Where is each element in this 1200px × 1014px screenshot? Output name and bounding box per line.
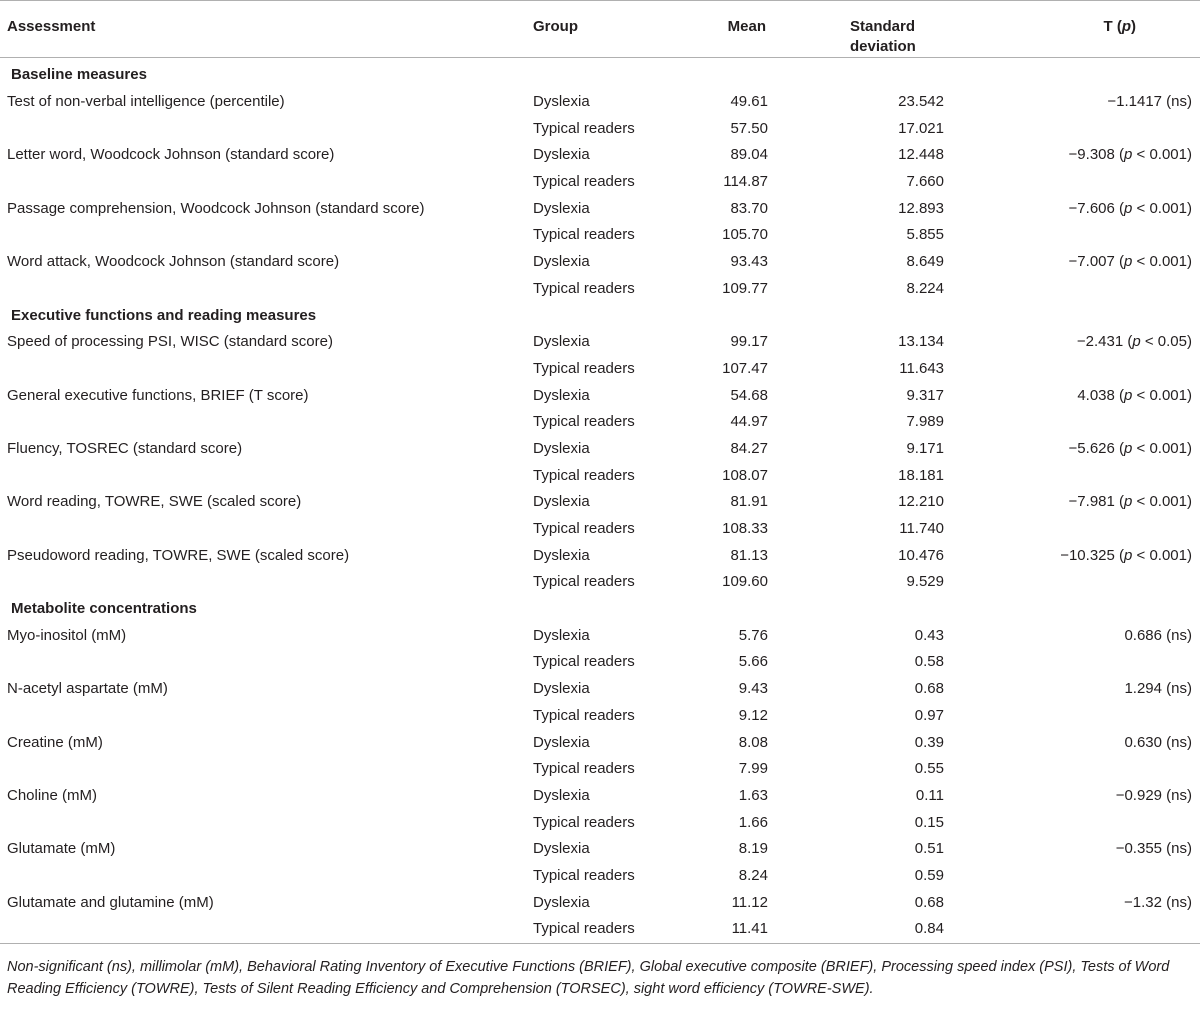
table-row: [0, 195, 1200, 222]
table-footnote: Non-significant (ns), millimolar (mM), Behavioral Rating Inventory of Executive Functions (BRIEF), Global executive composite (BRIEF), Processing speed index (PSI), Tests of Word Reading Efficiency (TOWRE), Tests of Silent Reading Efficiency and Comprehension (TORSEC), sight word efficiency (TOWRE-SWE).: [7, 958, 1170, 997]
cell-mean: 89.04: [730, 146, 768, 164]
cell-t-statistic: 0.630 (ns): [1124, 733, 1192, 751]
table-row: [0, 169, 1200, 196]
cell-standard-deviation: 0.84: [800, 916, 975, 943]
cell-assessment: Letter word, Woodcock Johnson (standard score): [7, 146, 335, 164]
cell-standard-deviation: 0.39: [914, 733, 944, 751]
cell-t-statistic: −0.929 (ns): [1115, 786, 1192, 804]
header-standard-deviation: [800, 1, 975, 58]
section-header-row: [0, 58, 1200, 89]
header-t-suffix: ): [1131, 18, 1136, 35]
cell-group: Dyslexia: [533, 893, 590, 911]
cell-standard-deviation: 13.134: [898, 333, 944, 351]
p-symbol: p: [1124, 146, 1133, 164]
table-row: [0, 889, 1200, 916]
section-title: Executive functions and reading measures: [11, 306, 317, 324]
table-row: [0, 409, 1200, 436]
cell-t-statistic: −7.606 (p < 0.001): [1068, 199, 1192, 217]
cell-standard-deviation: 12.448: [898, 146, 944, 164]
cell-standard-deviation: 0.68: [914, 893, 944, 911]
cell-t-statistic: −7.981 (p < 0.001): [1068, 493, 1192, 511]
cell-group: Typical readers: [533, 813, 635, 831]
cell-assessment: [0, 649, 525, 676]
cell-standard-deviation: 0.51: [914, 840, 944, 858]
cell-assessment: [0, 569, 525, 596]
cell-group: Typical readers: [533, 520, 635, 538]
cell-mean: 84.27: [730, 439, 768, 457]
header-group: Group: [525, 1, 695, 58]
cell-standard-deviation: 9.171: [906, 439, 944, 457]
cell-mean: 108.07: [722, 466, 768, 484]
cell-group: Typical readers: [533, 573, 635, 591]
cell-assessment: Passage comprehension, Woodcock Johnson (standard score): [7, 199, 425, 217]
cell-group: Dyslexia: [533, 93, 590, 111]
cell-group: Typical readers: [533, 173, 635, 191]
section-title: Baseline measures: [11, 66, 147, 84]
cell-t-statistic: [975, 276, 1200, 303]
cell-t-statistic: −9.308 (p < 0.001): [1068, 146, 1192, 164]
cell-t-statistic: [975, 115, 1200, 142]
cell-t-statistic: [975, 222, 1200, 249]
table-row: [0, 809, 1200, 836]
cell-assessment: [0, 516, 525, 543]
cell-t-statistic: [975, 916, 1200, 943]
cell-t-statistic: [975, 703, 1200, 730]
cell-standard-deviation: 18.181: [898, 466, 944, 484]
cell-assessment: Word attack, Woodcock Johnson (standard score): [7, 253, 340, 271]
table-row: [0, 356, 1200, 383]
cell-mean: 7.99: [738, 760, 768, 778]
table-row: [0, 249, 1200, 276]
cell-standard-deviation: 0.11: [915, 786, 944, 804]
cell-t-statistic: [975, 462, 1200, 489]
p-symbol: p: [1132, 333, 1141, 351]
cell-mean: 54.68: [730, 386, 768, 404]
header-t-p: p: [1121, 18, 1131, 35]
cell-t-statistic: −7.007 (p < 0.001): [1068, 253, 1192, 271]
cell-mean: 93.43: [730, 253, 768, 271]
cell-t-statistic: −1.32 (ns): [1124, 893, 1192, 911]
cell-mean: 114.87: [723, 173, 768, 191]
cell-standard-deviation: 11.740: [899, 520, 944, 538]
cell-mean: 8.24: [738, 866, 768, 884]
cell-group: Typical readers: [533, 706, 635, 724]
cell-assessment: [0, 276, 525, 303]
cell-mean: 99.17: [730, 333, 768, 351]
cell-group: Typical readers: [525, 916, 695, 943]
p-symbol: p: [1124, 493, 1133, 511]
cell-assessment: [0, 169, 525, 196]
header-row: [0, 1, 1200, 58]
cell-standard-deviation: 0.43: [914, 626, 944, 644]
cell-group: Dyslexia: [533, 786, 590, 804]
table-row: [0, 729, 1200, 756]
table-row: [0, 622, 1200, 649]
cell-standard-deviation: 9.529: [906, 573, 944, 591]
cell-standard-deviation: 7.989: [906, 413, 944, 431]
cell-standard-deviation: 0.15: [914, 813, 944, 831]
table-row: [0, 649, 1200, 676]
cell-mean: 107.47: [722, 359, 768, 377]
header-mean: Mean: [695, 1, 800, 58]
cell-mean: 9.43: [738, 680, 768, 698]
cell-assessment: [0, 863, 525, 890]
cell-mean: 1.63: [738, 786, 768, 804]
cell-mean: 1.66: [738, 813, 768, 831]
cell-t-statistic: [975, 569, 1200, 596]
cell-assessment: [0, 809, 525, 836]
cell-group: Dyslexia: [533, 386, 590, 404]
cell-group: Dyslexia: [533, 546, 590, 564]
cell-standard-deviation: 10.476: [898, 546, 944, 564]
cell-assessment: [0, 115, 525, 142]
cell-standard-deviation: 23.542: [898, 93, 944, 111]
table-row: [0, 703, 1200, 730]
table-row: [0, 836, 1200, 863]
cell-assessment: [0, 222, 525, 249]
cell-group: Typical readers: [533, 359, 635, 377]
cell-mean: 109.60: [722, 573, 768, 591]
cell-t-statistic: [975, 756, 1200, 783]
cell-standard-deviation: 8.649: [906, 253, 944, 271]
cell-standard-deviation: 9.317: [906, 386, 944, 404]
header-sd-text: Standard deviation: [850, 18, 916, 55]
cell-assessment: N-acetyl aspartate (mM): [7, 680, 168, 698]
cell-assessment: Pseudoword reading, TOWRE, SWE (scaled score): [7, 546, 350, 564]
cell-group: Typical readers: [533, 466, 635, 484]
cell-group: Dyslexia: [533, 146, 590, 164]
header-assessment: Assessment: [0, 1, 525, 58]
table-row: [0, 222, 1200, 249]
section-header-row: [0, 302, 1200, 329]
cell-group: Dyslexia: [533, 253, 590, 271]
cell-mean: 44.97: [730, 413, 768, 431]
cell-mean: 81.91: [730, 493, 768, 511]
cell-group: Typical readers: [533, 413, 635, 431]
cell-group: Dyslexia: [533, 680, 590, 698]
cell-standard-deviation: 12.893: [898, 199, 944, 217]
cell-t-statistic: [975, 649, 1200, 676]
table-row: [0, 89, 1200, 116]
cell-standard-deviation: 0.97: [914, 706, 944, 724]
header-t-statistic: [975, 1, 1200, 58]
cell-t-statistic: 0.686 (ns): [1124, 626, 1192, 644]
table-row: [0, 516, 1200, 543]
cell-mean: 5.76: [738, 626, 768, 644]
cell-group: Typical readers: [533, 226, 635, 244]
cell-group: Typical readers: [533, 760, 635, 778]
cell-group: Typical readers: [533, 119, 635, 137]
cell-mean: 49.61: [730, 93, 768, 111]
cell-t-statistic: −1.1417 (ns): [1107, 93, 1192, 111]
cell-standard-deviation: 0.68: [914, 680, 944, 698]
table-row: [0, 276, 1200, 303]
section-header-row: [0, 596, 1200, 623]
cell-assessment: [0, 916, 525, 943]
table-row: [0, 142, 1200, 169]
table-row: [0, 542, 1200, 569]
cell-group: Typical readers: [533, 653, 635, 671]
cell-standard-deviation: 17.021: [898, 119, 944, 137]
table-row: [0, 462, 1200, 489]
cell-assessment: [0, 356, 525, 383]
cell-mean: 83.70: [730, 199, 768, 217]
p-symbol: p: [1124, 546, 1133, 564]
cell-group: Dyslexia: [533, 333, 590, 351]
cell-t-statistic: [975, 169, 1200, 196]
cell-group: Dyslexia: [533, 439, 590, 457]
cell-standard-deviation: 0.55: [914, 760, 944, 778]
cell-standard-deviation: 0.59: [914, 866, 944, 884]
cell-standard-deviation: 11.643: [899, 359, 944, 377]
cell-mean: 108.33: [722, 520, 768, 538]
cell-mean: 5.66: [738, 653, 768, 671]
table-row: [0, 756, 1200, 783]
table-body: [0, 58, 1200, 944]
cell-t-statistic: 4.038 (p < 0.001): [1077, 386, 1192, 404]
cell-t-statistic: −2.431 (p < 0.05): [1076, 333, 1192, 351]
cell-mean: 109.77: [722, 279, 768, 297]
cell-mean: 105.70: [722, 226, 768, 244]
cell-mean: 8.19: [738, 840, 768, 858]
table-row: [0, 863, 1200, 890]
cell-t-statistic: −10.325 (p < 0.001): [1060, 546, 1192, 564]
cell-t-statistic: [975, 409, 1200, 436]
table-row: [0, 382, 1200, 409]
cell-group: Dyslexia: [533, 199, 590, 217]
cell-standard-deviation: 8.224: [906, 279, 944, 297]
cell-assessment: [0, 703, 525, 730]
cell-group: Typical readers: [533, 279, 635, 297]
section-title: Metabolite concentrations: [11, 600, 197, 618]
table-row: [0, 489, 1200, 516]
cell-t-statistic: [975, 516, 1200, 543]
cell-assessment: [0, 409, 525, 436]
cell-mean: 57.50: [730, 119, 768, 137]
cell-assessment: General executive functions, BRIEF (T score): [7, 386, 309, 404]
cell-mean: 8.08: [738, 733, 768, 751]
cell-assessment: Glutamate (mM): [7, 840, 116, 858]
p-symbol: p: [1124, 439, 1133, 457]
cell-assessment: Choline (mM): [7, 786, 98, 804]
cell-assessment: Word reading, TOWRE, SWE (scaled score): [7, 493, 302, 511]
cell-group: Dyslexia: [533, 626, 590, 644]
cell-standard-deviation: 0.58: [914, 653, 944, 671]
cell-mean: 81.13: [730, 546, 768, 564]
p-symbol: p: [1124, 386, 1133, 404]
cell-assessment: Myo-inositol (mM): [7, 626, 127, 644]
cell-standard-deviation: 5.855: [906, 226, 944, 244]
cell-group: Typical readers: [533, 866, 635, 884]
cell-t-statistic: [975, 356, 1200, 383]
cell-mean: 11.41: [695, 916, 800, 943]
table-row: [0, 676, 1200, 703]
cell-standard-deviation: 7.660: [906, 173, 944, 191]
cell-assessment: Fluency, TOSREC (standard score): [7, 439, 243, 457]
cell-mean: 11.12: [731, 893, 768, 911]
cell-assessment: Speed of processing PSI, WISC (standard score): [7, 333, 333, 351]
cell-standard-deviation: 12.210: [898, 493, 944, 511]
cell-mean: 9.12: [738, 706, 768, 724]
cell-t-statistic: −0.355 (ns): [1115, 840, 1192, 858]
cell-assessment: Glutamate and glutamine (mM): [7, 893, 214, 911]
table-row: [0, 916, 1200, 943]
cell-assessment: Test of non-verbal intelligence (percentile): [7, 93, 285, 111]
cell-group: Dyslexia: [533, 840, 590, 858]
cell-t-statistic: −5.626 (p < 0.001): [1068, 439, 1192, 457]
cell-group: Dyslexia: [533, 493, 590, 511]
cell-t-statistic: 1.294 (ns): [1124, 680, 1192, 698]
cell-assessment: Creatine (mM): [7, 733, 103, 751]
cell-group: Dyslexia: [533, 733, 590, 751]
table-row: [0, 569, 1200, 596]
cell-assessment: [0, 462, 525, 489]
p-symbol: p: [1124, 253, 1133, 271]
cell-assessment: [0, 756, 525, 783]
p-symbol: p: [1124, 199, 1133, 217]
table-header: [0, 1, 1200, 58]
cell-t-statistic: [975, 809, 1200, 836]
table-row: [0, 115, 1200, 142]
table-row: [0, 329, 1200, 356]
header-t-prefix: T (: [1103, 18, 1122, 35]
cell-t-statistic: [975, 863, 1200, 890]
table-row: [0, 783, 1200, 810]
table-row: [0, 436, 1200, 463]
